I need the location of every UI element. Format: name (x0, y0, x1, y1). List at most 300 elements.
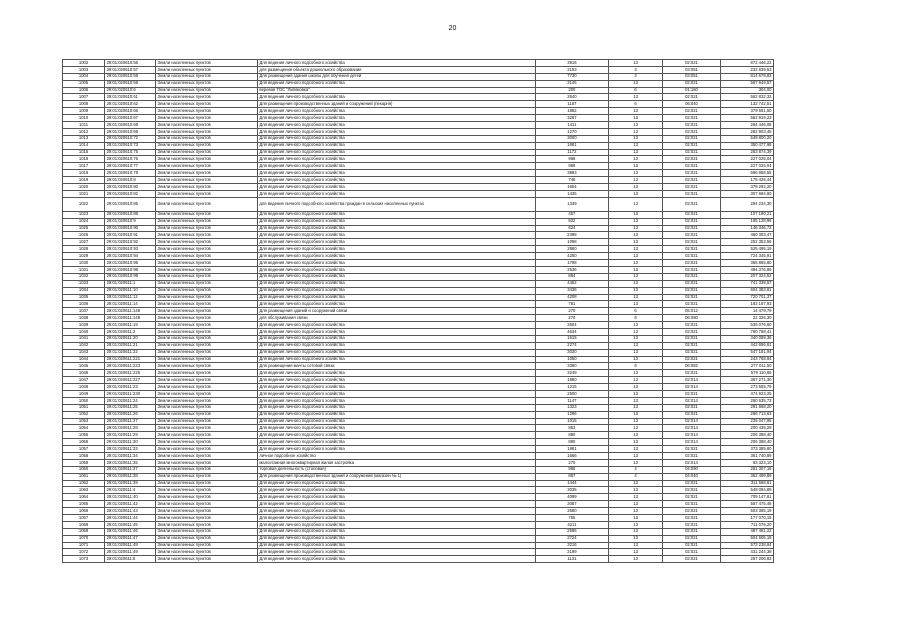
use-code-cell: 02:021 (663, 108, 721, 115)
table-row (63, 501, 774, 508)
table-row (63, 515, 774, 522)
area-cell: 4099 (535, 494, 608, 501)
cadastral-number-cell: 29:01:020611:225 (105, 370, 156, 377)
land-category-cell: Земли населенных пунктов (156, 108, 258, 115)
land-category-cell: Земли населенных пунктов (156, 494, 258, 501)
use-code-cell: 02:021 (663, 232, 721, 239)
land-category-cell: Земли населенных пунктов (156, 404, 258, 411)
permitted-use-cell: Для ведения личного подсобного хозяйства (257, 273, 535, 280)
group-code-cell: 13 (608, 177, 662, 184)
permitted-use-cell: Для ведения личного подсобного хозяйства (257, 246, 535, 253)
group-code-cell: 13 (608, 432, 662, 439)
use-code-cell: 01:160 (663, 87, 721, 94)
row-number-cell: 1037 (63, 308, 105, 315)
use-code-cell: 02:021 (663, 521, 721, 528)
row-number-cell: 1010 (63, 115, 105, 122)
area-cell: 2274 (535, 342, 608, 349)
area-cell: 1131 (535, 556, 608, 563)
land-category-cell: Земли населенных пунктов (156, 239, 258, 246)
page-number: 20 (448, 25, 457, 32)
area-cell: 1147 (535, 397, 608, 404)
table-row (63, 363, 774, 370)
table-row (63, 342, 774, 349)
cadastral-value-cell: 291 668,20 (720, 404, 773, 411)
land-category-cell: Земли населенных пунктов (156, 432, 258, 439)
cadastral-value-cell: 487 481,22 (720, 528, 773, 535)
permitted-use-cell: Для ведения личного подсобного хозяйства (257, 542, 535, 549)
group-code-cell: 13 (608, 156, 662, 163)
use-code-cell: 06:080 (663, 315, 721, 322)
cadastral-number-cell: 29:01:020610:91 (105, 232, 156, 239)
table-row (63, 480, 774, 487)
table-row (63, 197, 774, 211)
table-row (63, 163, 774, 170)
group-code-cell: 13 (608, 404, 662, 411)
group-code-cell: 13 (608, 301, 662, 308)
table-row (63, 494, 774, 501)
use-code-cell: 02:014 (663, 384, 721, 391)
permitted-use-cell: Для ведения личного подсобного хозяйства (257, 515, 535, 522)
land-category-cell: Земли населенных пунктов (156, 452, 258, 459)
table-row (63, 87, 774, 94)
land-category-cell: Земли населенных пунктов (156, 335, 258, 342)
row-number-cell: 1034 (63, 287, 105, 294)
cadastral-value-cell: 724 345,91 (720, 253, 773, 260)
permitted-use-cell: Для ведения личного подсобного хозяйства (257, 384, 535, 391)
cadastral-number-cell: 29:01:020611:28 (105, 425, 156, 432)
permitted-use-cell: Для ведения личного подсобного хозяйства (257, 60, 535, 67)
table-row (63, 218, 774, 225)
cadastral-value-cell: 107 180,21 (720, 211, 773, 218)
cadastral-number-cell: 29:01:020610:99 (105, 273, 156, 280)
table-row (63, 452, 774, 459)
area-cell: 200 (535, 87, 608, 94)
land-category-cell: Земли населенных пунктов (156, 197, 258, 211)
land-category-cell: Земли населенных пунктов (156, 515, 258, 522)
permitted-use-cell: Для ведения личного подсобного хозяйства (257, 149, 535, 156)
cadastral-number-cell: 29:01:020611:40 (105, 494, 156, 501)
area-cell: 4250 (535, 253, 608, 260)
area-cell: 1411 (535, 122, 608, 129)
use-code-cell: 02:021 (663, 149, 721, 156)
group-code-cell: 13 (608, 122, 662, 129)
row-number-cell: 1009 (63, 108, 105, 115)
table-row (63, 266, 774, 273)
cadastral-value-cell: 294 234,30 (720, 197, 773, 211)
group-code-cell: 13 (608, 328, 662, 335)
area-cell: 1270 (535, 128, 608, 135)
land-category-cell: Земли населенных пунктов (156, 528, 258, 535)
row-number-cell: 1029 (63, 253, 105, 260)
table-row (63, 135, 774, 142)
permitted-use-cell: Для ведения личного подсобного хозяйства (257, 335, 535, 342)
table-row (63, 108, 774, 115)
cadastral-value-cell: 379 591,50 (720, 108, 773, 115)
row-number-cell: 1040 (63, 328, 105, 335)
area-cell: 3216 (535, 542, 608, 549)
cadastral-value-cell: 281 307,18 (720, 466, 773, 473)
cadastral-value-cell: 243 768,94 (720, 356, 773, 363)
group-code-cell: 13 (608, 163, 662, 170)
permitted-use-cell: Для ведения личного подсобного хозяйства (257, 439, 535, 446)
group-code-cell: 6 (608, 315, 662, 322)
table-row (63, 328, 774, 335)
cadastral-number-cell: 29:01:020611:34 (105, 452, 156, 459)
table-row (63, 549, 774, 556)
cadastral-value-cell: 378 292,20 (720, 184, 773, 191)
cadastral-number-cell: 29:01:020611:1 (105, 280, 156, 287)
land-category-cell: Земли населенных пунктов (156, 556, 258, 563)
cadastral-number-cell: 29:01:020611:47 (105, 535, 156, 542)
use-code-cell: 02:021 (663, 273, 721, 280)
land-category-cell: Земли населенных пунктов (156, 356, 258, 363)
cadastral-number-cell: 29:01:020610:94 (105, 253, 156, 260)
row-number-cell: 1038 (63, 315, 105, 322)
table-body (63, 60, 774, 563)
permitted-use-cell: Для ведения личного подсобного хозяйства (257, 280, 535, 287)
row-number-cell: 1028 (63, 246, 105, 253)
cadastral-number-cell: 29:01:020610:90 (105, 225, 156, 232)
area-cell: 1098 (535, 239, 608, 246)
cadastral-number-cell: 29:01:020610:56 (105, 60, 156, 67)
area-cell: 1323 (535, 404, 608, 411)
use-code-cell: 02:021 (663, 177, 721, 184)
table-row (63, 273, 774, 280)
table-row (63, 459, 774, 466)
cadastral-number-cell: 29:01:020611:29 (105, 432, 156, 439)
cadastral-value-cell: 557 475,46 (720, 501, 773, 508)
land-category-cell: Земли населенных пунктов (156, 521, 258, 528)
use-code-cell: 02:021 (663, 411, 721, 418)
area-cell: 2536 (535, 266, 608, 273)
use-code-cell: 02:021 (663, 266, 721, 273)
cadastral-number-cell: 29:01:020611:22 (105, 349, 156, 356)
group-code-cell: 13 (608, 149, 662, 156)
area-cell: 2596 (535, 528, 608, 535)
group-code-cell: 13 (608, 273, 662, 280)
table-row (63, 122, 774, 129)
cadastral-number-cell: 29:01:020610:66 (105, 108, 156, 115)
cadastral-value-cell: 548 800,20 (720, 135, 773, 142)
table-row (63, 301, 774, 308)
area-cell: 4452 (535, 280, 608, 287)
land-category-cell: Земли населенных пунктов (156, 149, 258, 156)
permitted-use-cell: Для ведения личного подсобного хозяйства (257, 535, 535, 542)
cadastral-number-cell: 29:01:020610:93 (105, 246, 156, 253)
permitted-use-cell: Для ведения личного подсобного хозяйства (257, 211, 535, 218)
area-cell: 2398 (535, 232, 608, 239)
cadastral-value-cell: 579 110,86 (720, 370, 773, 377)
row-number-cell: 1065 (63, 501, 105, 508)
group-code-cell: 13 (608, 128, 662, 135)
use-code-cell: 02:021 (663, 556, 721, 563)
group-code-cell: 13 (608, 349, 662, 356)
land-category-cell: Земли населенных пунктов (156, 459, 258, 466)
cadastral-number-cell: 29:01:020610:78 (105, 170, 156, 177)
area-cell: 880 (535, 432, 608, 439)
row-number-cell: 1073 (63, 556, 105, 563)
group-code-cell: 13 (608, 135, 662, 142)
permitted-use-cell: Для ведения личного подсобного хозяйства (257, 480, 535, 487)
group-code-cell: 13 (608, 253, 662, 260)
permitted-use-cell: Для ведения личного подсобного хозяйства (257, 501, 535, 508)
row-number-cell: 1012 (63, 128, 105, 135)
group-code-cell: 13 (608, 418, 662, 425)
permitted-use-cell: малоэтажная многоквартирная жилая застройка (257, 459, 535, 466)
table-row (63, 521, 774, 528)
permitted-use-cell: Для ведения личного подсобного хозяйства (257, 446, 535, 453)
group-code-cell: 13 (608, 377, 662, 384)
use-code-cell: 06:040 (663, 101, 721, 108)
land-category-cell: Земли населенных пунктов (156, 170, 258, 177)
group-code-cell: 6 (608, 363, 662, 370)
permitted-use-cell: Для размещения зданий и сооружений связи (257, 308, 535, 315)
permitted-use-cell: Для ведения личного подсобного хозяйства (257, 177, 535, 184)
cadastral-number-cell: 29:01:020610:98 (105, 266, 156, 273)
area-cell: 1296 (535, 411, 608, 418)
row-number-cell: 1057 (63, 446, 105, 453)
land-category-cell: Земли населенных пунктов (156, 370, 258, 377)
group-code-cell: 6 (608, 87, 662, 94)
row-number-cell: 1047 (63, 377, 105, 384)
row-number-cell: 1064 (63, 494, 105, 501)
group-code-cell: 13 (608, 211, 662, 218)
cadastral-number-cell: 29:01:020610:67 (105, 115, 156, 122)
cadastral-number-cell: 29:01:020610:8 (105, 177, 156, 184)
use-code-cell: 02:021 (663, 170, 721, 177)
cadastral-number-cell: 29:01:020611:10 (105, 287, 156, 294)
row-number-cell: 1004 (63, 73, 105, 80)
area-cell: 880 (535, 439, 608, 446)
permitted-use-cell: Для размещения производственных зданий и сооружений (пекарня) (257, 101, 535, 108)
use-code-cell: 04:040 (663, 473, 721, 480)
permitted-use-cell: для обслуживания связи (257, 315, 535, 322)
cadastral-number-cell: 29:01:020611:25 (105, 404, 156, 411)
cadastral-number-cell: 29:01:020610:57 (105, 66, 156, 73)
cadastral-number-cell: 29:01:020611:20 (105, 335, 156, 342)
cadastral-number-cell: 29:01:020610:75 (105, 149, 156, 156)
table-row (63, 384, 774, 391)
cadastral-value-cell: 373 389,80 (720, 446, 773, 453)
permitted-use-cell: Для размещения здания школы для обучения детей (257, 73, 535, 80)
cadastral-value-cell: 672 446,22 (720, 60, 773, 67)
use-code-cell: 02:021 (663, 115, 721, 122)
area-cell: 4208 (535, 294, 608, 301)
permitted-use-cell: Для ведения личного подсобного хозяйства (257, 411, 535, 418)
permitted-use-cell: Для ведения личного подсобного хозяйства (257, 349, 535, 356)
permitted-use-cell: Для ведения личного подсобного хозяйства (257, 508, 535, 515)
group-code-cell: 13 (608, 108, 662, 115)
cadastral-number-cell: 29:01:020611:37 (105, 466, 156, 473)
cadastral-number-cell: 29:01:020610:72 (105, 135, 156, 142)
area-cell: 1654 (535, 184, 608, 191)
land-category-cell: Земли населенных пунктов (156, 66, 258, 73)
cadastral-number-cell: 29:01:020610:82 (105, 190, 156, 197)
use-code-cell: 02:021 (663, 239, 721, 246)
land-category-cell: Земли населенных пунктов (156, 142, 258, 149)
permitted-use-cell: Для ведения личного подсобного хозяйства (257, 135, 535, 142)
cadastral-value-cell: 286 713,63 (720, 411, 773, 418)
area-cell: 968 (535, 163, 608, 170)
group-code-cell: 13 (608, 370, 662, 377)
cadastral-value-cell: 227 025,04 (720, 156, 773, 163)
group-code-cell: 13 (608, 521, 662, 528)
cadastral-value-cell: 741 338,57 (720, 280, 773, 287)
permitted-use-cell: Для ведения личного подсобного хозяйства (257, 239, 535, 246)
permitted-use-cell: личное подсобное хозяйство (257, 452, 535, 459)
cadastral-value-cell: 257 206,83 (720, 556, 773, 563)
permitted-use-cell: Для ведения личного подсобного хозяйства (257, 170, 535, 177)
permitted-use-cell: Для ведения личного подсобного хозяйства (257, 356, 535, 363)
use-code-cell: 02:021 (663, 122, 721, 129)
cadastral-number-cell: 29:01:020611:30 (105, 439, 156, 446)
area-cell: 4634 (535, 328, 608, 335)
cadastral-value-cell: 307 684,60 (720, 190, 773, 197)
cadastral-value-cell: 494 376,86 (720, 266, 773, 273)
group-code-cell: 13 (608, 542, 662, 549)
row-number-cell: 1018 (63, 170, 105, 177)
group-code-cell: 13 (608, 515, 662, 522)
land-category-cell: Земли населенных пунктов (156, 190, 258, 197)
group-code-cell: 13 (608, 80, 662, 87)
group-code-cell: 13 (608, 335, 662, 342)
group-code-cell: 13 (608, 342, 662, 349)
cadastral-value-cell: 14 479,79 (720, 308, 773, 315)
row-number-cell: 1014 (63, 142, 105, 149)
row-number-cell: 1049 (63, 390, 105, 397)
group-code-cell: 13 (608, 556, 662, 563)
group-code-cell: 13 (608, 439, 662, 446)
area-cell: 1435 (535, 190, 608, 197)
row-number-cell: 1024 (63, 218, 105, 225)
area-cell: 1167 (535, 101, 608, 108)
cadastral-number-cell: 29:01:020611:21 (105, 342, 156, 349)
cadastral-number-cell: 29:01:020611:46 (105, 528, 156, 535)
row-number-cell: 1048 (63, 384, 105, 391)
land-category-cell: Земли населенных пунктов (156, 87, 258, 94)
row-number-cell: 1056 (63, 439, 105, 446)
land-category-cell: Земли населенных пунктов (156, 315, 258, 322)
group-code-cell: 3 (608, 73, 662, 80)
cadastral-number-cell: 29:01:020610:85 (105, 197, 156, 211)
permitted-use-cell: Для ведения личного подсобного хозяйства (257, 425, 535, 432)
area-cell: 2880 (535, 246, 608, 253)
cadastral-number-cell: 29:01:020610:58 (105, 73, 156, 80)
use-code-cell: 02:021 (663, 404, 721, 411)
group-code-cell: 13 (608, 494, 662, 501)
land-category-cell: Земли населенных пунктов (156, 253, 258, 260)
cadastral-value-cell: 547 181,94 (720, 349, 773, 356)
cadastral-number-cell: 29:01:020610:92 (105, 239, 156, 246)
land-category-cell: Земли населенных пунктов (156, 280, 258, 287)
table-row (63, 66, 774, 73)
cadastral-number-cell: 29:01:020611:49 (105, 549, 156, 556)
cadastral-number-cell: 29:01:020610:77 (105, 163, 156, 170)
group-code-cell: 13 (608, 294, 662, 301)
table-row (63, 239, 774, 246)
area-cell: 1880 (535, 377, 608, 384)
use-code-cell: 02:021 (663, 253, 721, 260)
cadastral-value-cell: 504 605,18 (720, 535, 773, 542)
use-code-cell: 04:090 (663, 466, 721, 473)
row-number-cell: 1051 (63, 404, 105, 411)
cadastral-number-cell: 29:01:020611:14 (105, 301, 156, 308)
land-category-cell: Земли населенных пунктов (156, 80, 258, 87)
land-category-cell: Земли населенных пунктов (156, 411, 258, 418)
cadastral-value-cell: 264 446,08 (720, 122, 773, 129)
table-row (63, 542, 774, 549)
row-number-cell: 1020 (63, 184, 105, 191)
cadastral-number-cell: 29:01:020611:19 (105, 322, 156, 329)
group-code-cell: 13 (608, 411, 662, 418)
cadastral-number-cell: 29:01:020611:33 (105, 446, 156, 453)
table-row (63, 487, 774, 494)
area-cell: 1349 (535, 197, 608, 211)
table-row (63, 94, 774, 101)
use-code-cell: 02:014 (663, 425, 721, 432)
use-code-cell: 02:014 (663, 439, 721, 446)
use-code-cell: 02:021 (663, 225, 721, 232)
permitted-use-cell: Для ведения личного подсобного хозяйства (257, 253, 535, 260)
land-category-cell: Земли населенных пунктов (156, 266, 258, 273)
group-code-cell: 4 (608, 473, 662, 480)
use-code-cell: 02:021 (663, 156, 721, 163)
table-row (63, 287, 774, 294)
cadastral-number-cell: 29:01:020610:73 (105, 142, 156, 149)
table-row (63, 260, 774, 267)
permitted-use-cell: Для ведения личного подсобного хозяйства (257, 108, 535, 115)
area-cell: 884 (535, 273, 608, 280)
land-category-cell: Земли населенных пунктов (156, 184, 258, 191)
group-code-cell: 13 (608, 535, 662, 542)
row-number-cell: 1011 (63, 122, 105, 129)
row-number-cell: 1050 (63, 397, 105, 404)
row-number-cell: 1005 (63, 80, 105, 87)
cadastral-number-cell: 29:01:020610:59 (105, 80, 156, 87)
cadastral-value-cell: 273 555,79 (720, 384, 773, 391)
cadastral-value-cell: 604 383,81 (720, 287, 773, 294)
land-category-cell: Земли населенных пунктов (156, 322, 258, 329)
cadastral-number-cell: 29:01:020611:45 (105, 521, 156, 528)
table-row (63, 177, 774, 184)
permitted-use-cell: торговая деятельность (столовая) (257, 466, 535, 473)
permitted-use-cell: Для ведения личного подсобного хозяйства (257, 397, 535, 404)
group-code-cell: 13 (608, 239, 662, 246)
use-code-cell: 02:021 (663, 190, 721, 197)
area-cell: 3030 (535, 349, 608, 356)
cadastral-value-cell: 536 076,60 (720, 322, 773, 329)
land-category-cell: Земли населенных пунктов (156, 225, 258, 232)
area-cell: 2680 (535, 508, 608, 515)
table-row (63, 473, 774, 480)
group-code-cell: 13 (608, 218, 662, 225)
area-cell: 1050 (535, 356, 608, 363)
group-code-cell: 6 (608, 308, 662, 315)
permitted-use-cell: Для ведения личного подсобного хозяйства (257, 328, 535, 335)
use-code-cell: 02:021 (663, 508, 721, 515)
permitted-use-cell: Для размещения производственных зданий и сооружений (магазин № 1) (257, 473, 535, 480)
table-row (63, 335, 774, 342)
land-category-cell: Земли населенных пунктов (156, 349, 258, 356)
use-code-cell: 02:021 (663, 349, 721, 356)
land-plots-table (62, 59, 774, 563)
table-row (63, 370, 774, 377)
group-code-cell: 13 (608, 549, 662, 556)
cadastral-value-cell: 431 244,38 (720, 549, 773, 556)
cadastral-number-cell: 29:01:020611:38 (105, 473, 156, 480)
cadastral-number-cell: 29:01:020611:148 (105, 308, 156, 315)
land-category-cell: Земли населенных пунктов (156, 501, 258, 508)
